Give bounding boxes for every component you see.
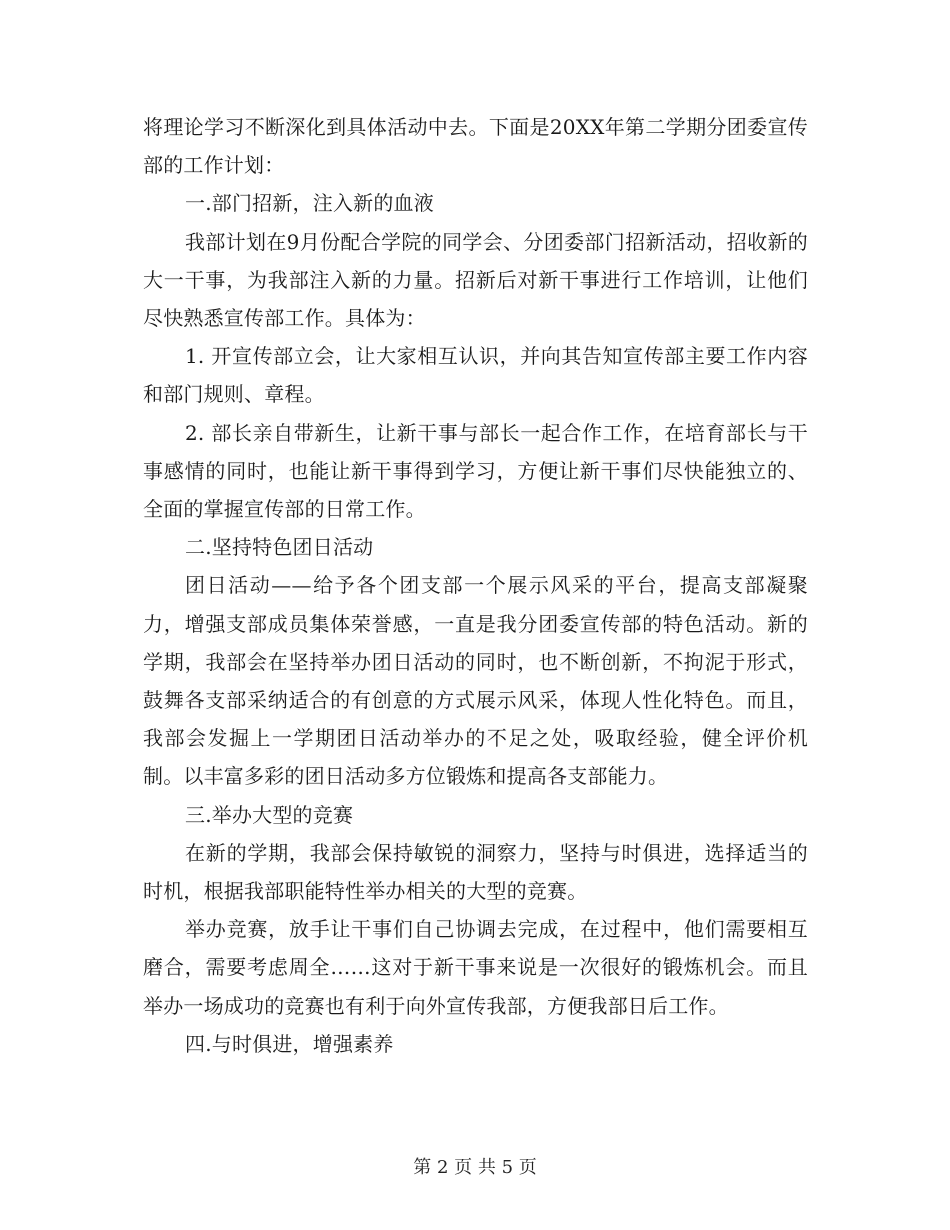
list-item-2: 2. 部长亲自带新生，让新干事与部长一起合作工作，在培育部长与干事感情的同时，也能让新干事得到学习，方便让新干事们尽快能独立的、全面的掌握宣传部的日常工作。: [143, 420, 808, 522]
paragraph-competition-1: 在新的学期，我部会保持敏锐的洞察力，坚持与时俱进，选择适当的时机，根据我部职能特性举办相关的大型的竞赛。: [143, 840, 808, 904]
paragraph-intro: 将理论学习不断深化到具体活动中去。下面是20XX年第二学期分团委宣传部的工作计划：: [143, 115, 808, 178]
section-heading-1: 一.部门招新，注入新的血液: [185, 191, 434, 216]
section-heading-4: 四.与时俱进，增强素养: [185, 1031, 394, 1056]
section-heading-3: 三.举办大型的竞赛: [185, 802, 354, 827]
paragraph-league-day: 团日活动——给予各个团支部一个展示风采的平台，提高支部凝聚力，增强支部成员集体荣誉感，一直是我分团委宣传部的特色活动。新的学期，我部会在坚持举办团日活动的同时，也不断创新，不拘泥于形式，鼓舞各支部采纳适合的有创意的方式展示风采，体现人性化特色。而且，我部会发掘上一学期团日活动举办的不足之处，吸取经验，健全评价机制。以丰富多彩的团日活动多方位锻炼和提高各支部能力。: [143, 573, 808, 789]
paragraph-competition-2: 举办竞赛，放手让干事们自己协调去完成，在过程中，他们需要相互磨合，需要考虑周全……这对于新干事来说是一次很好的锻炼机会。而且举办一场成功的竞赛也有利于向外宣传我部，方便我部日后工作。: [143, 917, 808, 1018]
paragraph-recruit: 我部计划在9月份配合学院的同学会、分团委部门招新活动，招收新的大一干事，为我部注入新的力量。招新后对新干事进行工作培训，让他们尽快熟悉宣传部工作。具体为：: [143, 229, 808, 331]
list-item-1: 1. 开宣传部立会，让大家相互认识，并向其告知宣传部主要工作内容和部门规则、章程。: [143, 344, 808, 407]
page-footer: 第 2 页 共 5 页: [413, 1157, 537, 1178]
section-heading-2: 二.坚持特色团日活动: [185, 535, 374, 560]
document-body: [143, 108, 808, 1063]
